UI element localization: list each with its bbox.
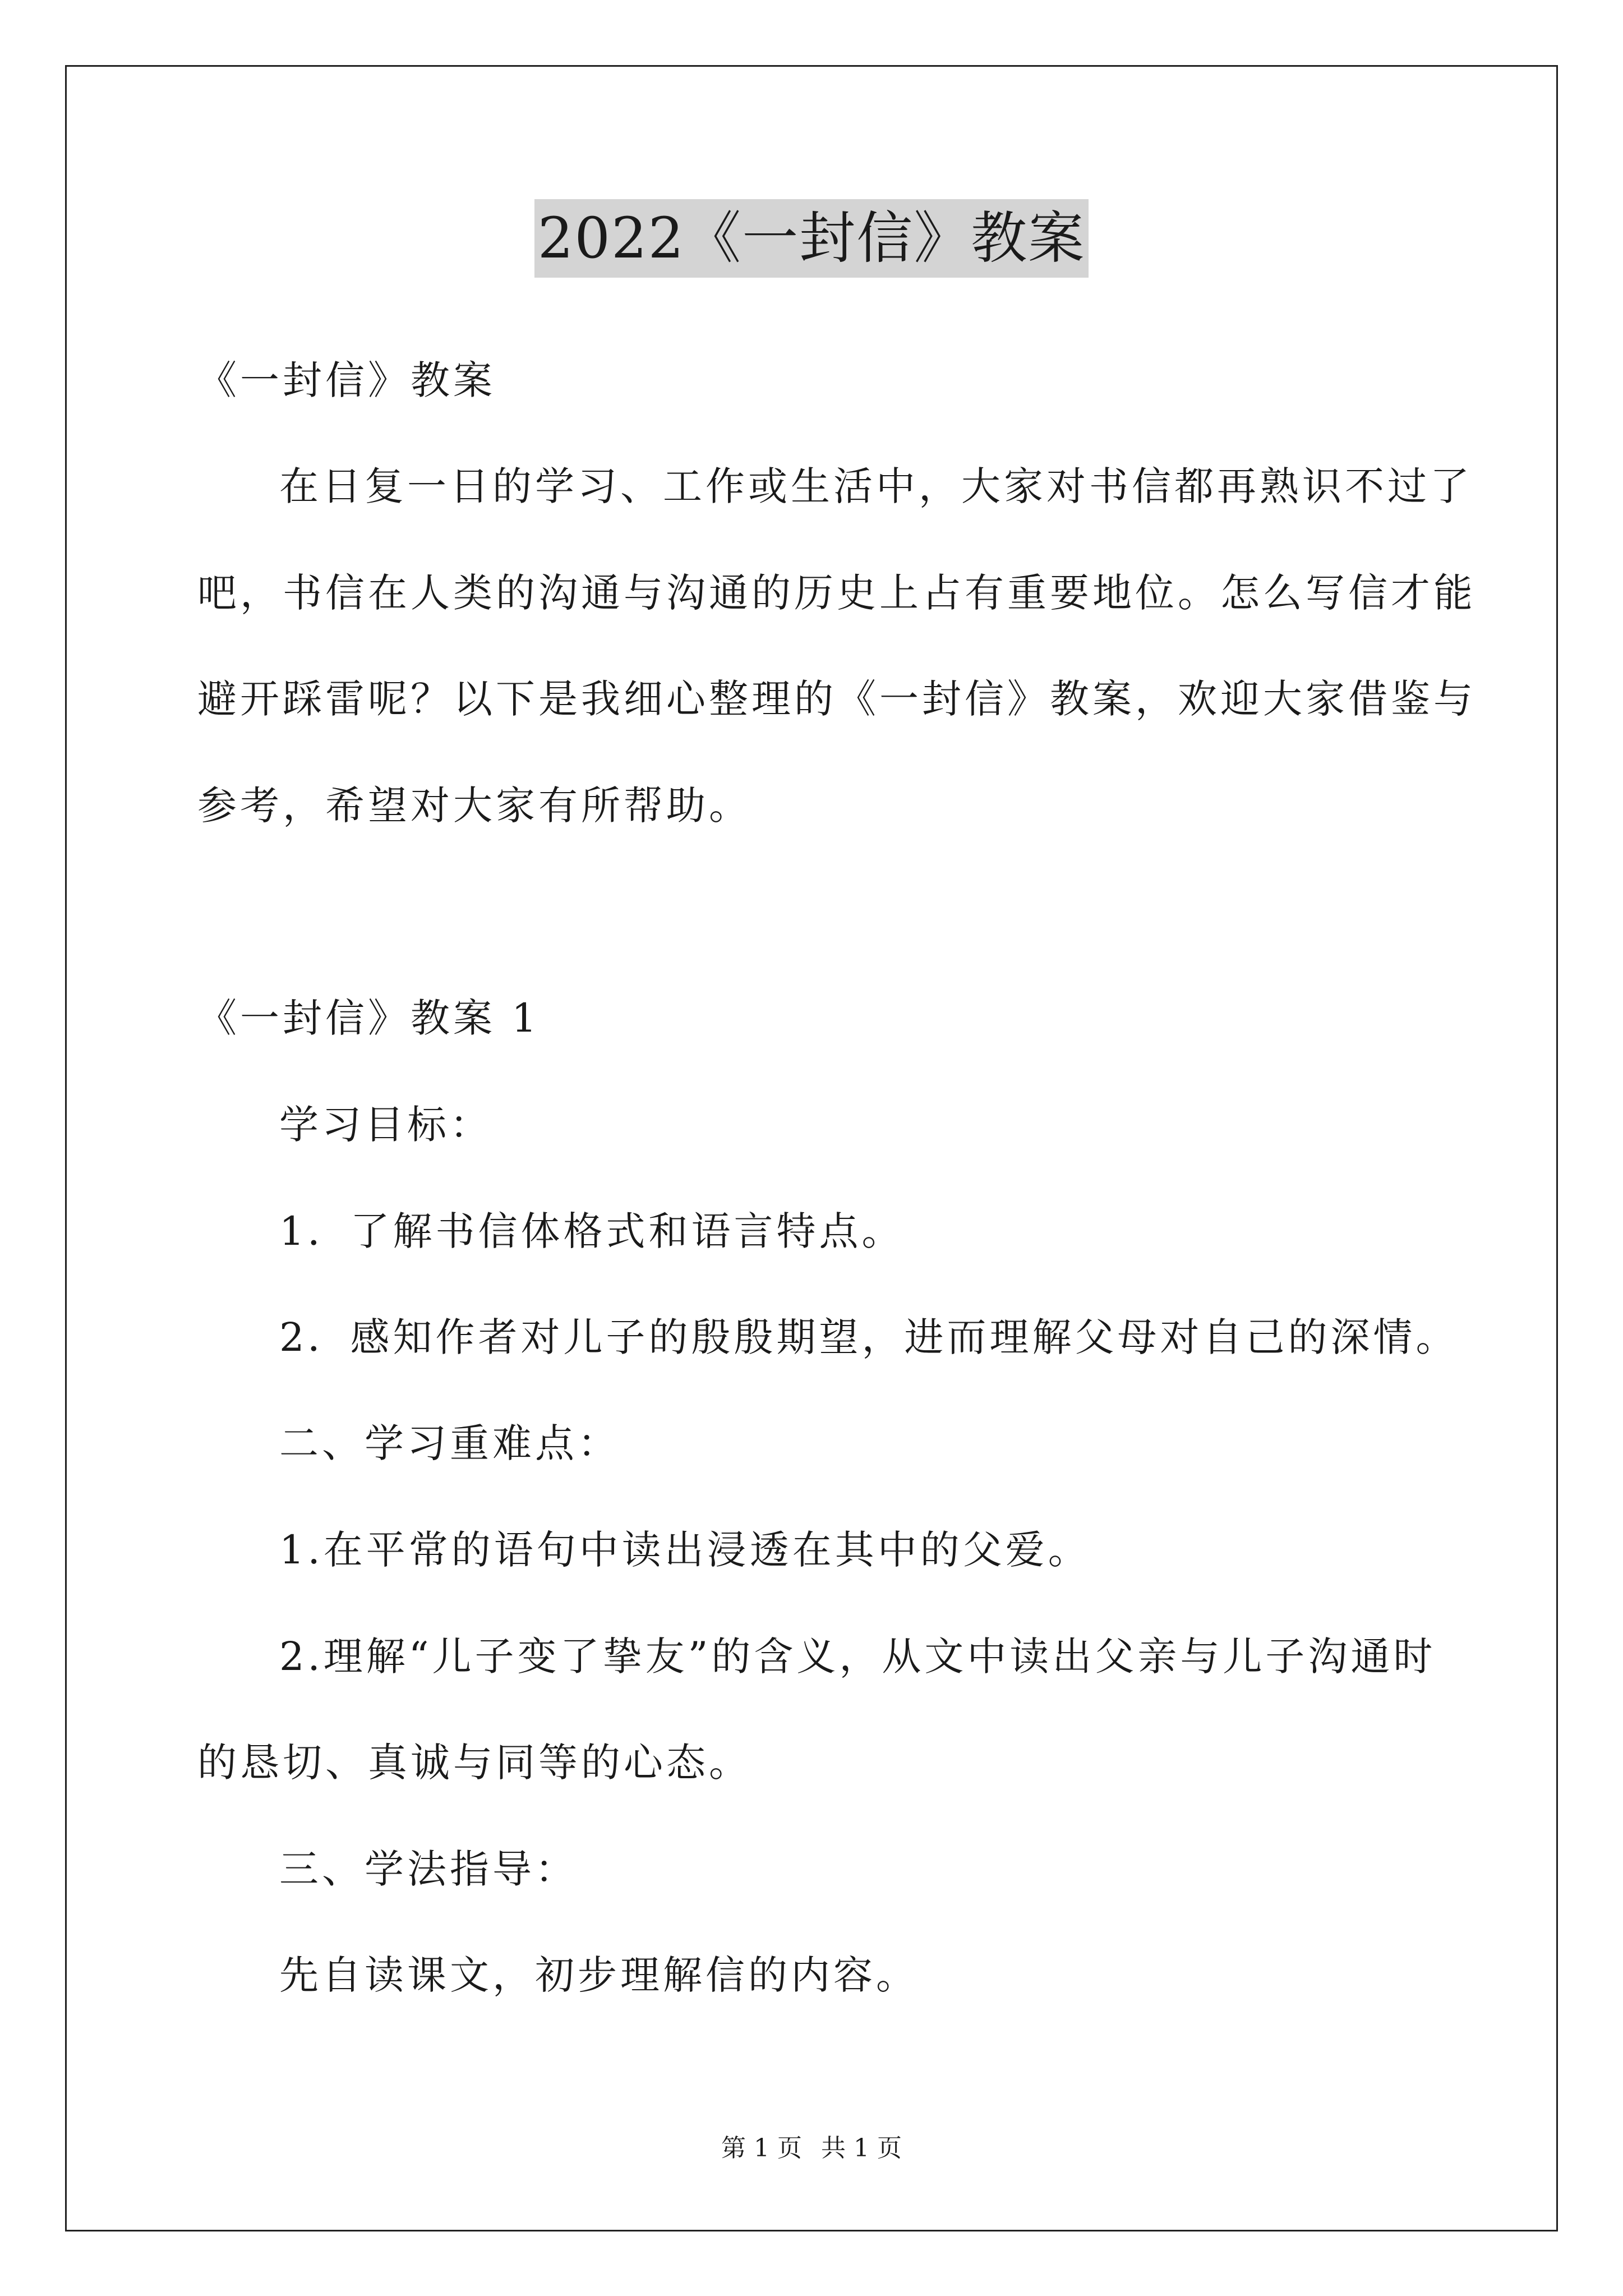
title-container bbox=[0, 199, 1623, 278]
page-footer bbox=[0, 2132, 1623, 2165]
page-number: 第 1 页 bbox=[721, 2134, 802, 2162]
difficulty-heading: 二、学习重难点： bbox=[279, 1420, 620, 1466]
document-title: 2022《一封信》教案 bbox=[534, 199, 1089, 278]
difficulty-1: 1.在平常的语句中读出浸透在其中的父爱。 bbox=[279, 1527, 1091, 1573]
intro-line-4: 参考，希望对大家有所帮助。 bbox=[197, 783, 751, 829]
objective-1: 1．了解书信体格式和语言特点。 bbox=[279, 1208, 905, 1254]
objectives-heading: 学习目标： bbox=[279, 1102, 492, 1148]
intro-line-2: 吧，书信在人类的沟通与沟通的历史上占有重要地位。怎么写信才能 bbox=[197, 570, 1476, 616]
method-1: 先自读课文，初步理解信的内容。 bbox=[279, 1952, 919, 1998]
section-heading: 《一封信》教案 1 bbox=[197, 995, 540, 1041]
difficulty-2-line-2: 的恳切、真诚与同等的心态。 bbox=[197, 1740, 751, 1786]
intro-line-3: 避开踩雷呢？以下是我细心整理的《一封信》教案，欢迎大家借鉴与 bbox=[197, 676, 1476, 722]
method-heading: 三、学法指导： bbox=[279, 1846, 578, 1892]
page-total: 共 1 页 bbox=[821, 2134, 902, 2162]
difficulty-2-line-1: 2.理解“儿子变了挚友”的含义，从文中读出父亲与儿子沟通时 bbox=[279, 1634, 1436, 1680]
objective-2: 2．感知作者对儿子的殷殷期望，进而理解父母对自己的深情。 bbox=[279, 1314, 1459, 1360]
document-subtitle: 《一封信》教案 bbox=[197, 357, 496, 403]
intro-line-1: 在日复一日的学习、工作或生活中，大家对书信都再熟识不过了 bbox=[279, 463, 1473, 509]
